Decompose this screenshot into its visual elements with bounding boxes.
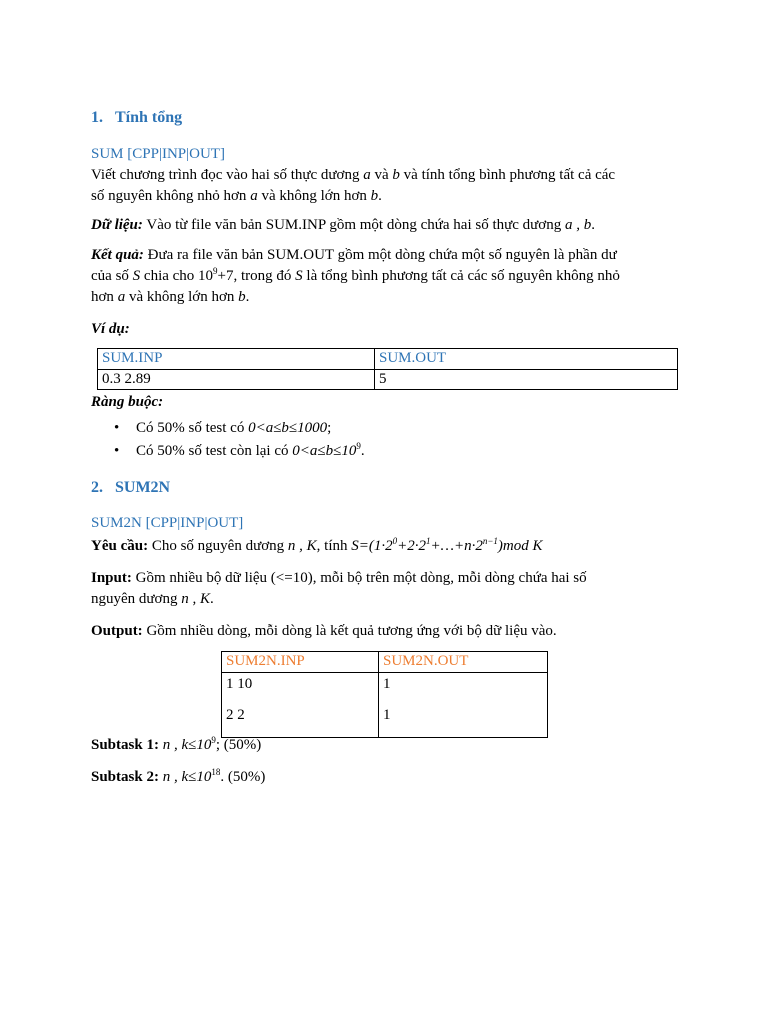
label: Kết quả:: [91, 247, 144, 263]
label: Yêu cầu:: [91, 538, 149, 554]
output-row-1: 1: [383, 675, 391, 692]
text: Có 50% số test còn lại có: [136, 443, 293, 459]
table-header-row: [222, 652, 548, 673]
section-title: SUM2N: [115, 479, 171, 496]
list-item: [114, 442, 365, 465]
text: +7, trong đó: [217, 268, 296, 284]
section-number: 2.: [91, 479, 103, 496]
text: Có 50% số test có: [136, 420, 249, 436]
text: và không lớn hơn: [257, 188, 371, 204]
input-row-2: 2 2: [226, 706, 245, 723]
text: ;: [327, 420, 332, 436]
table-header-cell: SUM.OUT: [375, 349, 678, 370]
input-description: Dữ liệu: Vào từ file văn bản SUM.INP gồm một dòng chứa hai số thực dương a , b.: [91, 217, 595, 233]
section-title: Tính tổng: [115, 109, 183, 126]
text: . (50%): [220, 769, 266, 785]
example-table: [97, 348, 678, 390]
text: là tổng bình phương tất cả các số nguyên không nhỏ: [302, 268, 620, 284]
math-var: a: [117, 289, 126, 305]
table-cell: 0.3 2.89: [98, 369, 375, 390]
exponent: 0: [392, 536, 398, 546]
example-label: Ví dụ:: [91, 321, 130, 337]
text: Gồm nhiều bộ dữ liệu (<=10), mỗi bộ trên một dòng, mỗi dòng chứa hai số: [131, 570, 587, 586]
problem-subtitle: SUM [CPP|INP|OUT]: [91, 146, 225, 162]
formula-part: )mod K: [497, 538, 543, 554]
formula-part: +…+n·2: [430, 538, 483, 554]
table-cell: [222, 672, 379, 737]
label: Output:: [91, 623, 143, 639]
exponent: 9: [213, 266, 218, 276]
list-item: [114, 419, 365, 442]
problem-subtitle: SUM2N [CPP|INP|OUT]: [91, 515, 244, 531]
text: Cho số nguyên dương: [148, 538, 288, 554]
text: .: [210, 591, 214, 607]
math: 0<a≤b≤1000: [248, 420, 328, 436]
table-row: [222, 672, 548, 737]
section-number: 1.: [91, 109, 103, 126]
table-header-cell: SUM2N.INP: [222, 652, 379, 673]
math-var: S: [132, 268, 141, 284]
text: hơn: [91, 289, 118, 305]
formula-part: S=(1·2: [351, 538, 393, 554]
text: Gồm nhiều dòng, mỗi dòng là kết quả tương ứng với bộ dữ liệu vào.: [142, 623, 557, 639]
label: Dữ liệu:: [91, 217, 143, 233]
table-header-cell: SUM2N.OUT: [379, 652, 548, 673]
math-vars: n , K: [287, 538, 317, 554]
text: ; (50%): [215, 737, 262, 753]
output-description-line2: [91, 267, 620, 287]
math-var: a: [250, 188, 258, 204]
math-var: S: [295, 268, 303, 284]
table-header-row: [98, 349, 678, 370]
requirement-line: [91, 537, 543, 557]
section-1-heading: [91, 108, 182, 129]
text: và tính tổng bình phương tất cả các: [399, 167, 616, 183]
constraints-label: Ràng buộc:: [91, 394, 164, 410]
input-row-1: 1 10: [226, 675, 253, 692]
formula-part: +2·2: [397, 538, 426, 554]
table-cell: [379, 672, 548, 737]
problem-statement-line1: [91, 166, 615, 186]
math: n , k≤10: [158, 769, 212, 785]
math: n , k≤10: [158, 737, 212, 753]
exponent: 9: [356, 441, 361, 451]
text: Viết chương trình đọc vào hai số thực dương: [91, 167, 364, 183]
output-row-2: 1: [383, 706, 391, 723]
math-var: a: [363, 167, 371, 183]
text: nguyên dương: [91, 591, 182, 607]
math-vars: a , b: [564, 217, 592, 233]
label: Subtask 1:: [91, 737, 159, 753]
constraints-list: [114, 419, 365, 465]
output-description-line1: [91, 246, 617, 266]
text: Vào từ file văn bản SUM.INP gồm một dòng chứa hai số thực dương: [142, 217, 565, 233]
formula: [351, 538, 542, 554]
sample-table: [221, 651, 548, 738]
table-row: [98, 369, 678, 390]
subtask-1: [91, 736, 261, 756]
math-var: b: [370, 188, 379, 204]
section-2-heading: [91, 478, 170, 499]
text: .: [360, 443, 365, 459]
exponent: n−1: [482, 536, 498, 546]
text: và không lớn hơn: [125, 289, 239, 305]
table-cell: 5: [375, 369, 678, 390]
exponent: 1: [426, 536, 431, 546]
text: chia cho 10: [140, 268, 214, 284]
input-spec-line2: [91, 590, 214, 610]
text: số nguyên không nhỏ hơn: [91, 188, 251, 204]
text: Đưa ra file văn bản SUM.OUT gồm một dòng chứa một số nguyên là phần dư: [143, 247, 617, 263]
bullet-icon: •: [114, 420, 120, 436]
input-spec-line1: [91, 569, 587, 589]
math-var: b: [238, 289, 246, 305]
math: 0<a≤b≤10: [292, 443, 357, 459]
math-var: b: [392, 167, 400, 183]
exponent: 9: [211, 735, 216, 745]
text: và: [370, 167, 393, 183]
math-vars: n , K: [181, 591, 210, 607]
exponent: 18: [211, 767, 221, 777]
label: Input:: [91, 570, 132, 586]
bullet-icon: •: [114, 443, 120, 459]
output-description-line3: hơn a và không lớn hơn b.: [91, 289, 250, 305]
problem-statement-line2: số nguyên không nhỏ hơn a và không lớn hơn b.: [91, 188, 382, 204]
table-header-cell: SUM.INP: [98, 349, 375, 370]
subtask-2: [91, 768, 265, 788]
label: Subtask 2:: [91, 769, 159, 785]
text: của số: [91, 268, 133, 284]
output-spec: [91, 622, 557, 642]
text: , tính: [316, 538, 352, 554]
